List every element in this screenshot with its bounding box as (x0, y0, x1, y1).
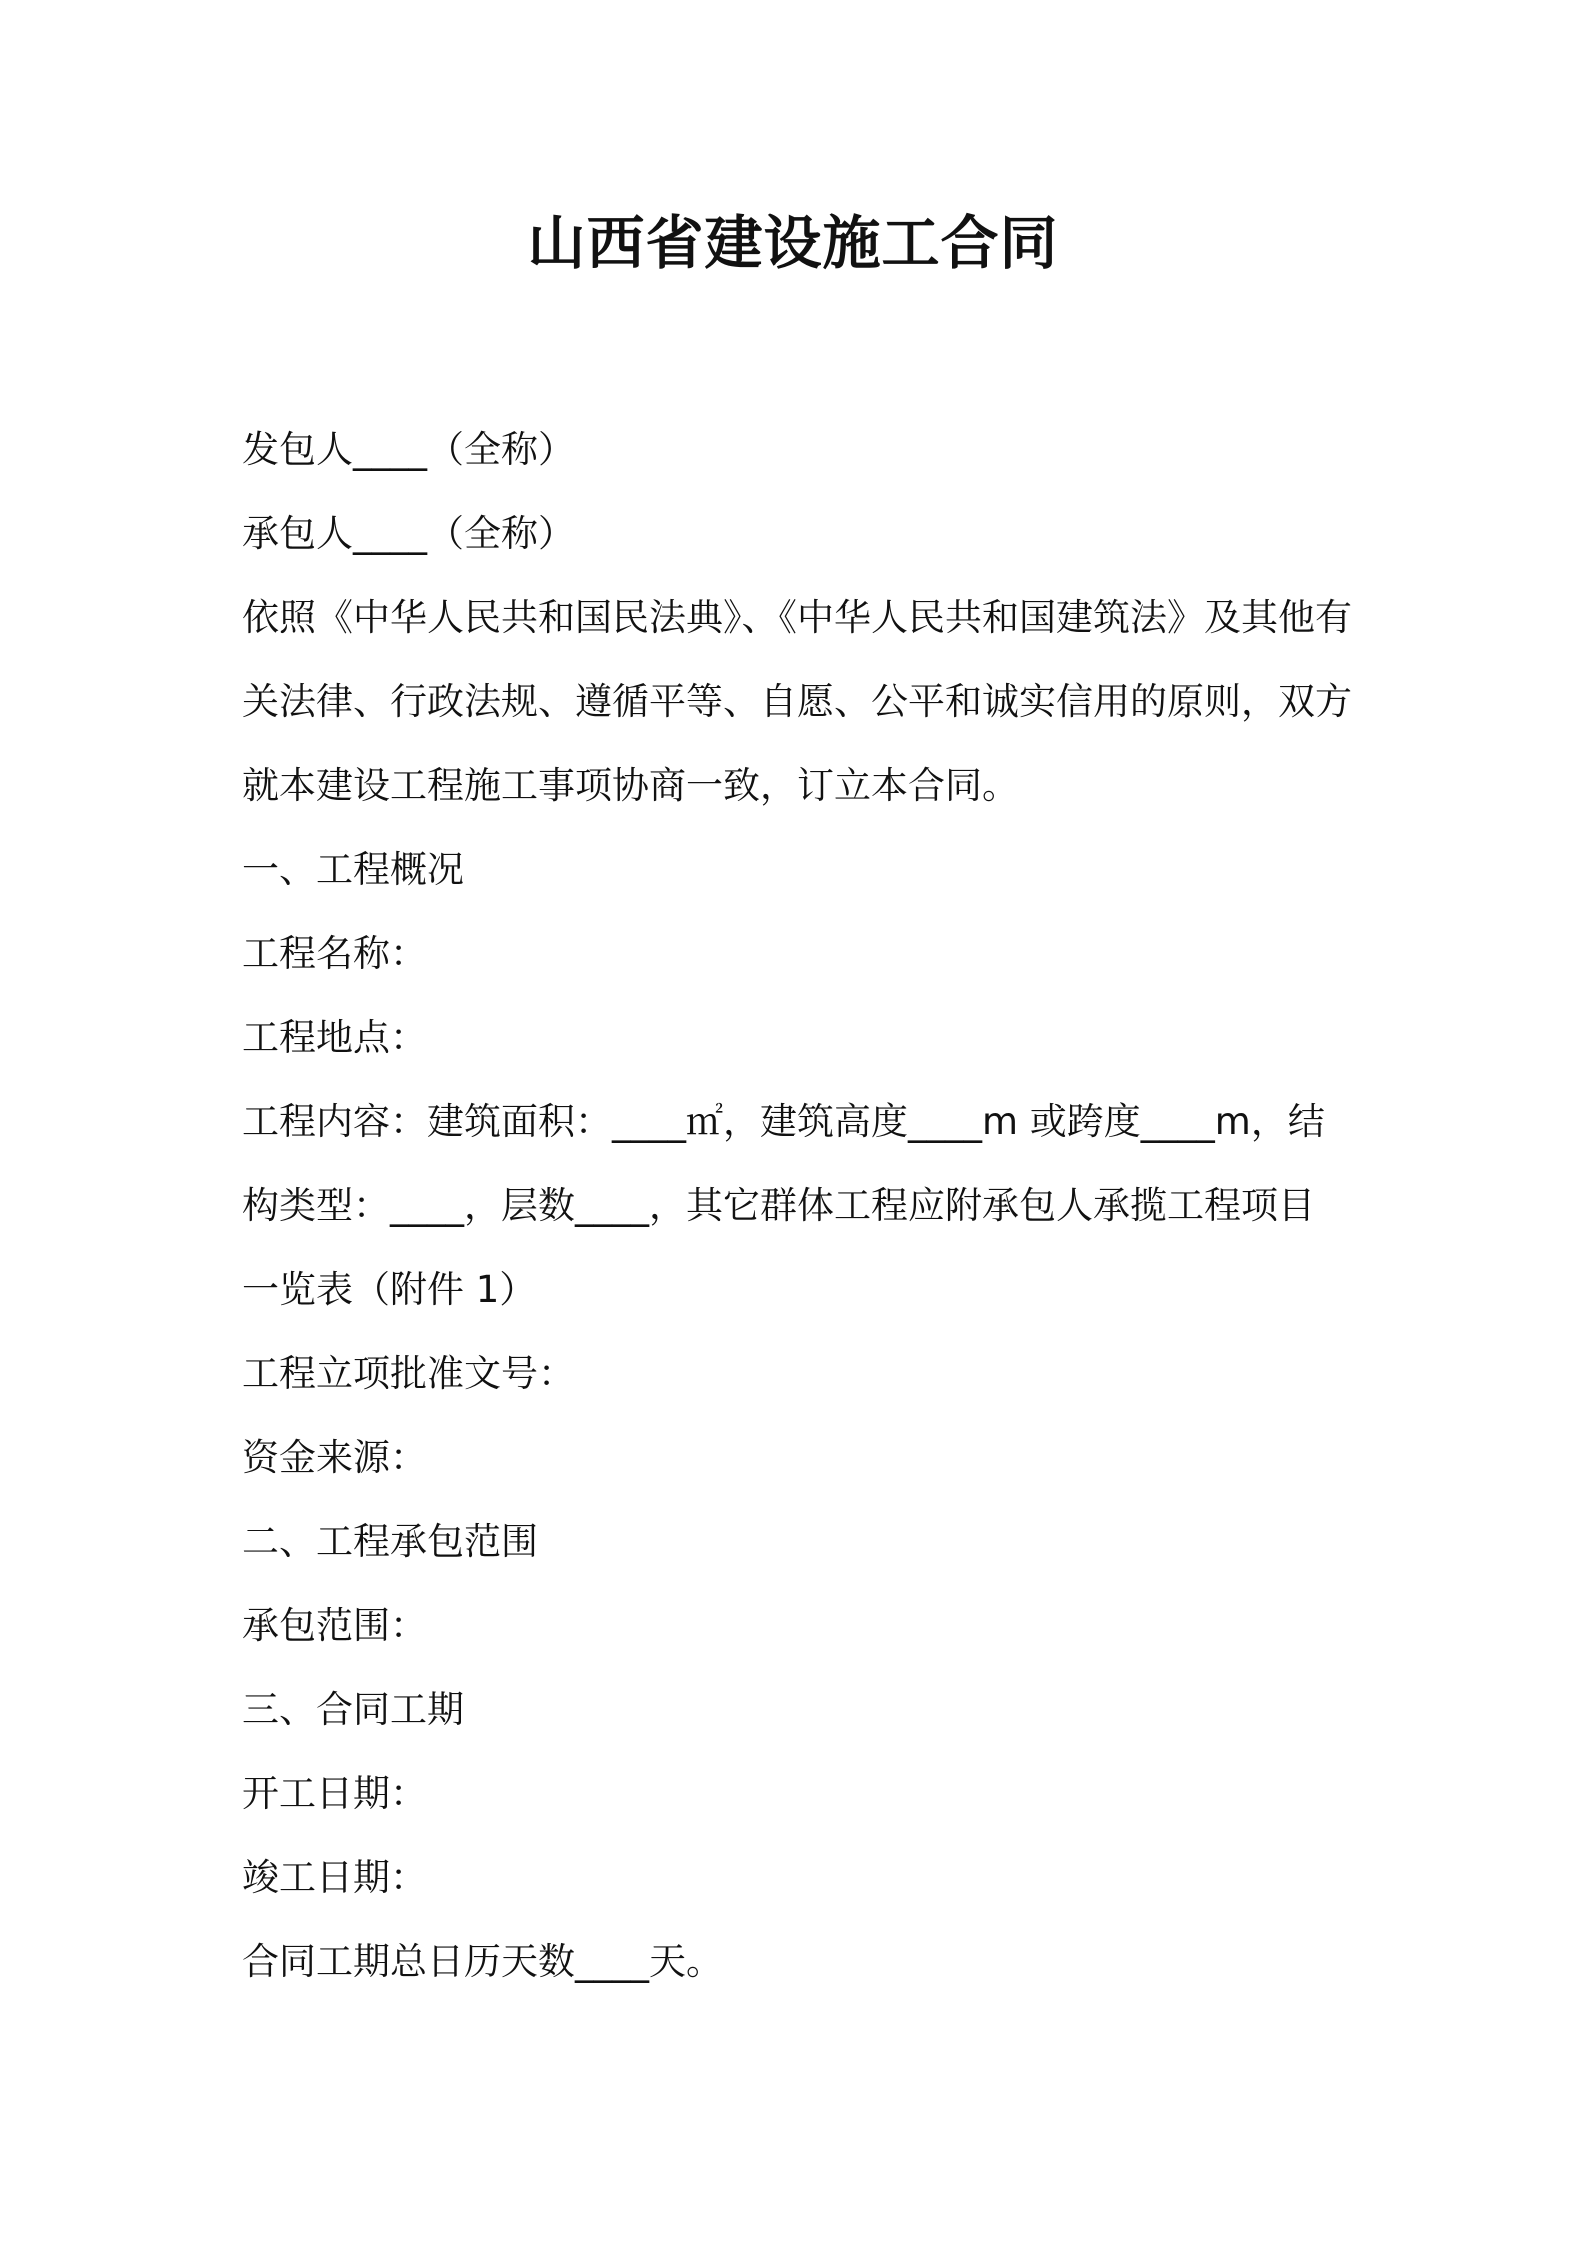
project-content-line-3: 一览表（附件 1） (242, 1268, 537, 1311)
preamble-line-1: 依照《中华人民共和国民法典》、《中华人民共和国建筑法》及其他有 (242, 596, 1352, 639)
document-title: 山西省建设施工合同 (527, 209, 1059, 277)
document-body (242, 408, 1362, 2004)
section-heading-1: 一、工程概况 (242, 848, 464, 891)
project-name-line: 工程名称： (242, 932, 427, 975)
completion-date-line: 竣工日期： (242, 1856, 427, 1899)
total-days-line: 合同工期总日历天数____天。 (242, 1940, 723, 1983)
party-a-line: 发包人____（全称） (242, 428, 575, 471)
funding-source-line: 资金来源： (242, 1436, 427, 1479)
preamble-line-2: 关法律、行政法规、遵循平等、自愿、公平和诚实信用的原则，双方 (242, 680, 1352, 723)
project-location-line: 工程地点： (242, 1016, 427, 1059)
party-b-line: 承包人____（全称） (242, 512, 575, 555)
project-content-line-2: 构类型：____，层数____，其它群体工程应附承包人承揽工程项目 (242, 1184, 1315, 1227)
project-content-line-1: 工程内容：建筑面积：____㎡，建筑高度____m 或跨度____m，结 (242, 1100, 1325, 1143)
preamble-line-3: 就本建设工程施工事项协商一致，订立本合同。 (242, 764, 1019, 807)
start-date-line: 开工日期： (242, 1772, 427, 1815)
section-heading-2: 二、工程承包范围 (242, 1520, 538, 1563)
contract-scope-line: 承包范围： (242, 1604, 427, 1647)
approval-number-line: 工程立项批准文号： (242, 1352, 575, 1395)
section-heading-3: 三、合同工期 (242, 1688, 464, 1731)
